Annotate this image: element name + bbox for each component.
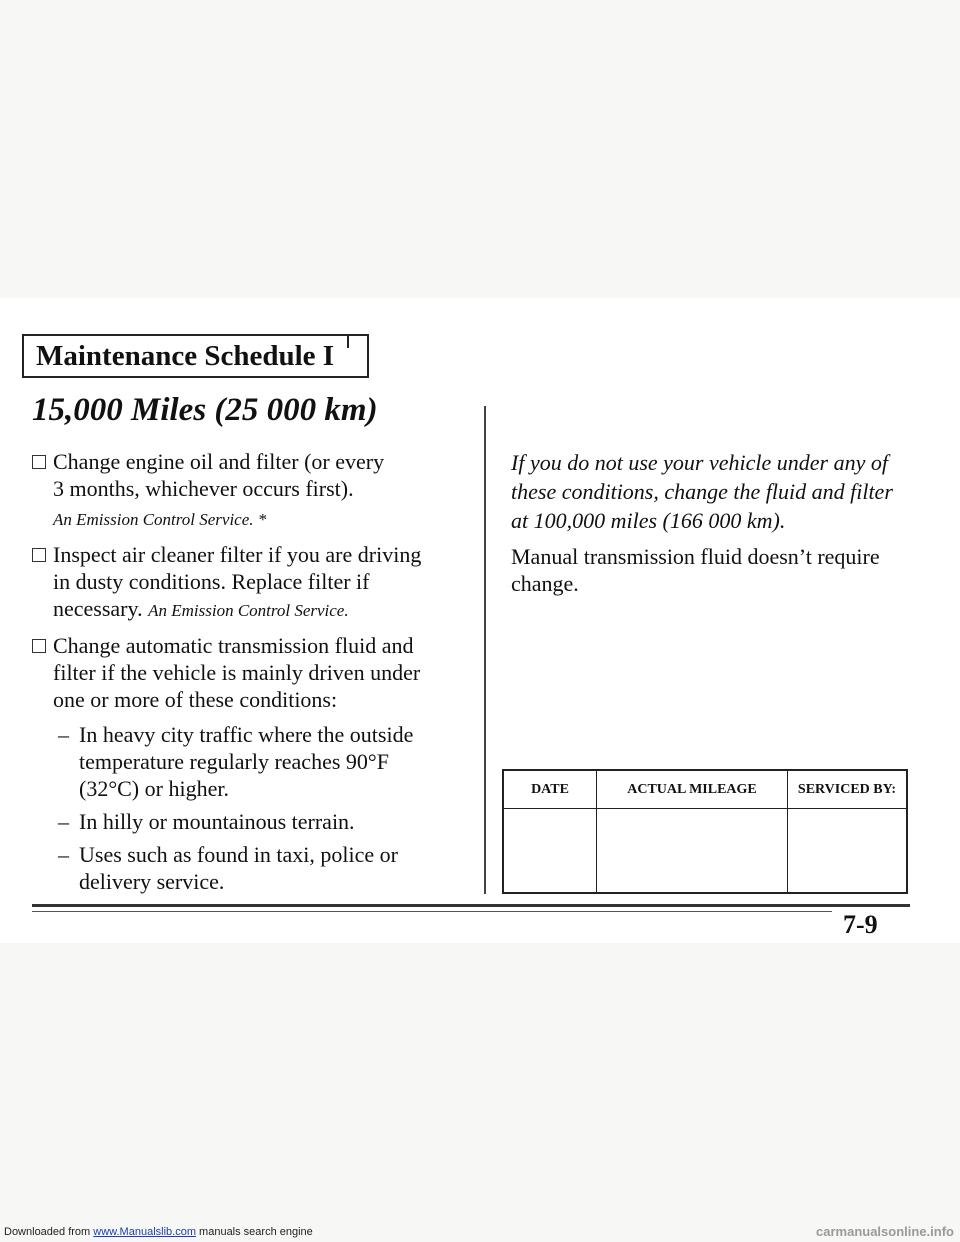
plain-paragraph [511,543,921,597]
item-line: one or more of these conditions: [53,687,338,712]
emission-note: An Emission Control Service. [53,510,254,529]
manual-page [0,298,960,943]
condition-line: In heavy city traffic where the outside [79,722,414,747]
checkbox-icon [32,548,46,562]
footer-prefix: Downloaded from [4,1226,91,1238]
condition-line: temperature regularly reaches 90°F [79,749,389,774]
italic-line: these conditions, change the fluid and filter [511,479,893,504]
section-title: Maintenance Schedule I [36,340,335,372]
item-line: filter if the vehicle is mainly driven under [53,660,421,685]
condition-item [58,808,462,835]
condition-line: (32°C) or higher. [79,776,229,801]
table-header-date: DATE [503,770,597,809]
table-cell-mileage[interactable] [597,809,788,894]
item-line: necessary. [53,596,143,621]
checklist-item [32,632,462,713]
manualslib-link[interactable]: www.Manualslib.com [93,1226,196,1238]
footer-rule-thin [32,911,832,912]
plain-line: Manual transmission fluid doesn’t require [511,544,880,569]
checkbox-icon [32,455,46,469]
condition-line: delivery service. [79,869,225,894]
condition-item [58,721,462,802]
checklist-item [32,448,462,533]
plain-line: change. [511,571,579,596]
table-cell-date[interactable] [503,809,597,894]
footer-rule [32,904,910,907]
table-cell-serviced-by[interactable] [788,809,908,894]
italic-line: at 100,000 miles (166 000 km). [511,508,786,533]
page-number: 7-9 [843,910,878,939]
right-column [511,448,921,597]
asterisk-mark: * [257,510,267,529]
mileage-heading: 15,000 Miles (25 000 km) [32,392,378,428]
item-line: in dusty conditions. Replace filter if [53,569,370,594]
footer-suffix: manuals search engine [199,1226,313,1238]
italic-paragraph [511,448,921,535]
watermark-text: carmanualsonline.info [816,1224,954,1239]
item-line: Inspect air cleaner filter if you are driving [53,542,422,567]
condition-line: Uses such as found in taxi, police or [79,842,398,867]
left-column [32,448,462,901]
dash-bullet: – [58,809,69,834]
checkbox-icon [32,639,46,653]
checklist-item [32,541,462,624]
emission-note: An Emission Control Service. [148,601,349,620]
title-box-tick [347,334,349,348]
column-divider [484,406,486,894]
section-title-box [22,334,369,378]
download-footer [4,1226,313,1238]
item-line: Change engine oil and filter (or every [53,449,385,474]
condition-item [58,841,462,895]
dash-bullet: – [58,722,69,747]
table-header-mileage: ACTUAL MILEAGE [597,770,788,809]
item-line: 3 months, whichever occurs first). [53,476,354,501]
table-header-serviced-by: SERVICED BY: [788,770,908,809]
service-record-table [502,769,908,894]
condition-line: In hilly or mountainous terrain. [79,809,355,834]
italic-line: If you do not use your vehicle under any of [511,450,888,475]
item-line: Change automatic transmission fluid and [53,633,414,658]
dash-bullet: – [58,842,69,867]
